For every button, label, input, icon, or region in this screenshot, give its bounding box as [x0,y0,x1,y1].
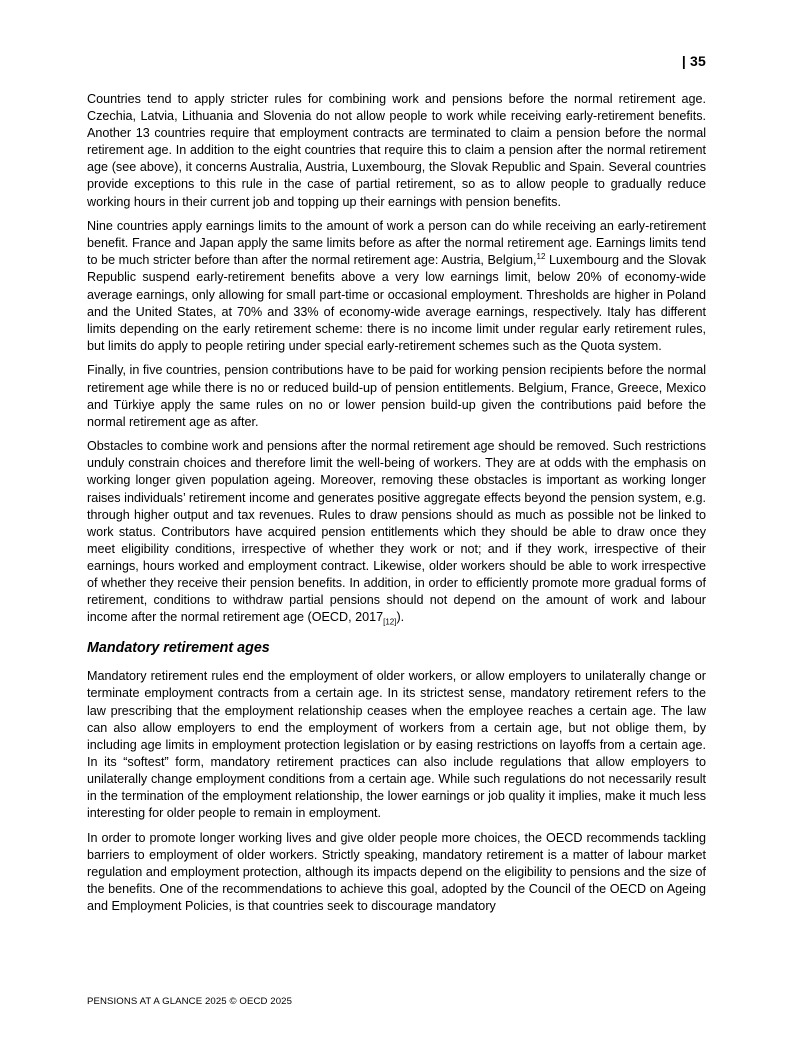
body-text [87,91,706,923]
paragraph-mandatory-retirement-rules: Mandatory retirement rules end the employment of older workers, or allow employers to unilaterally change or terminate employment contracts from a certain age. In its strictest sense, mandatory retirement refers to the law prescribing that the employment relationship ceases when the employee reaches a certain age. The law can also allow employers to end the employment of workers from a certain age, but not oblige them, by including age limits in employment protection legislation or by easing restrictions on layoffs from a certain age. In its “softest” form, mandatory retirement practices can also include regulations that allow employers to unilaterally change employment conditions from a certain age. While such regulations do not necessarily result in the termination of the employment relationship, the lower earnings or job quality it implies, make it much less interesting for older people to remain in employment. [87,669,706,821]
section-heading: Mandatory retirement ages [87,640,270,657]
paragraph-text: Nine countries apply earnings limits to the amount of work a person can do while receiving an early-retirement benefit. France and Japan apply the same limits before as after the normal retirement age. Earnings limits tend to be much stricter before than after the normal retirement age: Austria, Belgium, [87,219,706,268]
paragraph-pension-contributions: Finally, in five countries, pension contributions have to be paid for working pension recipients before the normal retirement age while there is no or reduced build-up of pension entitlements. Belgium, France, Greece, Mexico and Türkiye apply the same rules on no or lower pension build-up given the contributions paid before the normal retirement age as after. [87,363,706,429]
paragraph-text: ). [396,610,405,625]
paragraph-work-pension-rules: Countries tend to apply stricter rules for combining work and pensions before the normal retirement age. Czechia, Latvia, Lithuania and Slovenia do not allow people to work while receiving early-retirement benefits. Another 13 countries require that employment contracts are terminated to claim a pension before the normal retirement age. In addition to the eight countries that require this to claim a pension after the normal retirement age (see above), it concerns Australia, Austria, Luxembourg, the Slovak Republic and Spain. Several countries provide exceptions to this rule in the case of partial retirement, so as to allow people to gradually reduce working hours in their current job and topping up their earnings with pension benefits. [87,92,706,209]
footnote-marker[interactable]: 12 [536,252,546,262]
paragraph-oecd-recommendations: In order to promote longer working lives and give older people more choices, the OECD recommends tackling barriers to employment of older workers. Strictly speaking, mandatory retirement is a matter of labour market regulation and employment protection, although its impacts depend on the eligibility to pensions and the size of the benefits. One of the recommendations to achieve this goal, adopted by the Council of the OECD on Ageing and Employment Policies, is that countries seek to discourage mandatory [87,830,706,914]
paragraph-obstacles [87,438,706,626]
paragraph-earnings-limits [87,218,706,355]
paragraph-text: Luxembourg and the Slovak Republic suspend early-retirement benefits above a very low earnings limit, below 20% of economy-wide average earnings, only allowing for small part-time or occasional employment. Thresholds are higher in Poland and the United States, at 70% and 33% of economy-wide average earnings, respectively. Italy has different limits depending on the early retirement scheme: there is no income limit under regular early retirement rules, but limits do apply to people retiring under special early-retirement schemes such as the Quota system. [87,253,706,353]
reference-link[interactable]: [12] [383,617,397,627]
page-footer: PENSIONS AT A GLANCE 2025 © OECD 2025 [87,996,293,1007]
paragraph-text: Obstacles to combine work and pensions after the normal retirement age should be removed. Such restrictions unduly constrain choices and therefore limit the well-being of workers. They are at odds with the emphasis on working longer given population ageing. Moreover, removing these obstacles is important as working longer raises individuals’ retirement income and generates positive aggregate effects beyond the pension system, e.g. through higher output and tax revenues. Rules to draw pensions should as much as possible not be linked to work status. Contributors have acquired pension entitlements which they should be able to draw once they meet eligibility conditions, irrespective of whether they work or not; and if they work, irrespective of their earnings, hours worked and employment contract. Likewise, older workers should be able to work irrespective of whether they receive their pension benefits. In addition, in order to efficiently promote more gradual forms of retirement, conditions to withdraw partial pensions should not depend on the amount of work and labour income after the normal retirement age (OECD, 2017 [87,439,706,625]
page-number: | 35 [681,53,706,69]
